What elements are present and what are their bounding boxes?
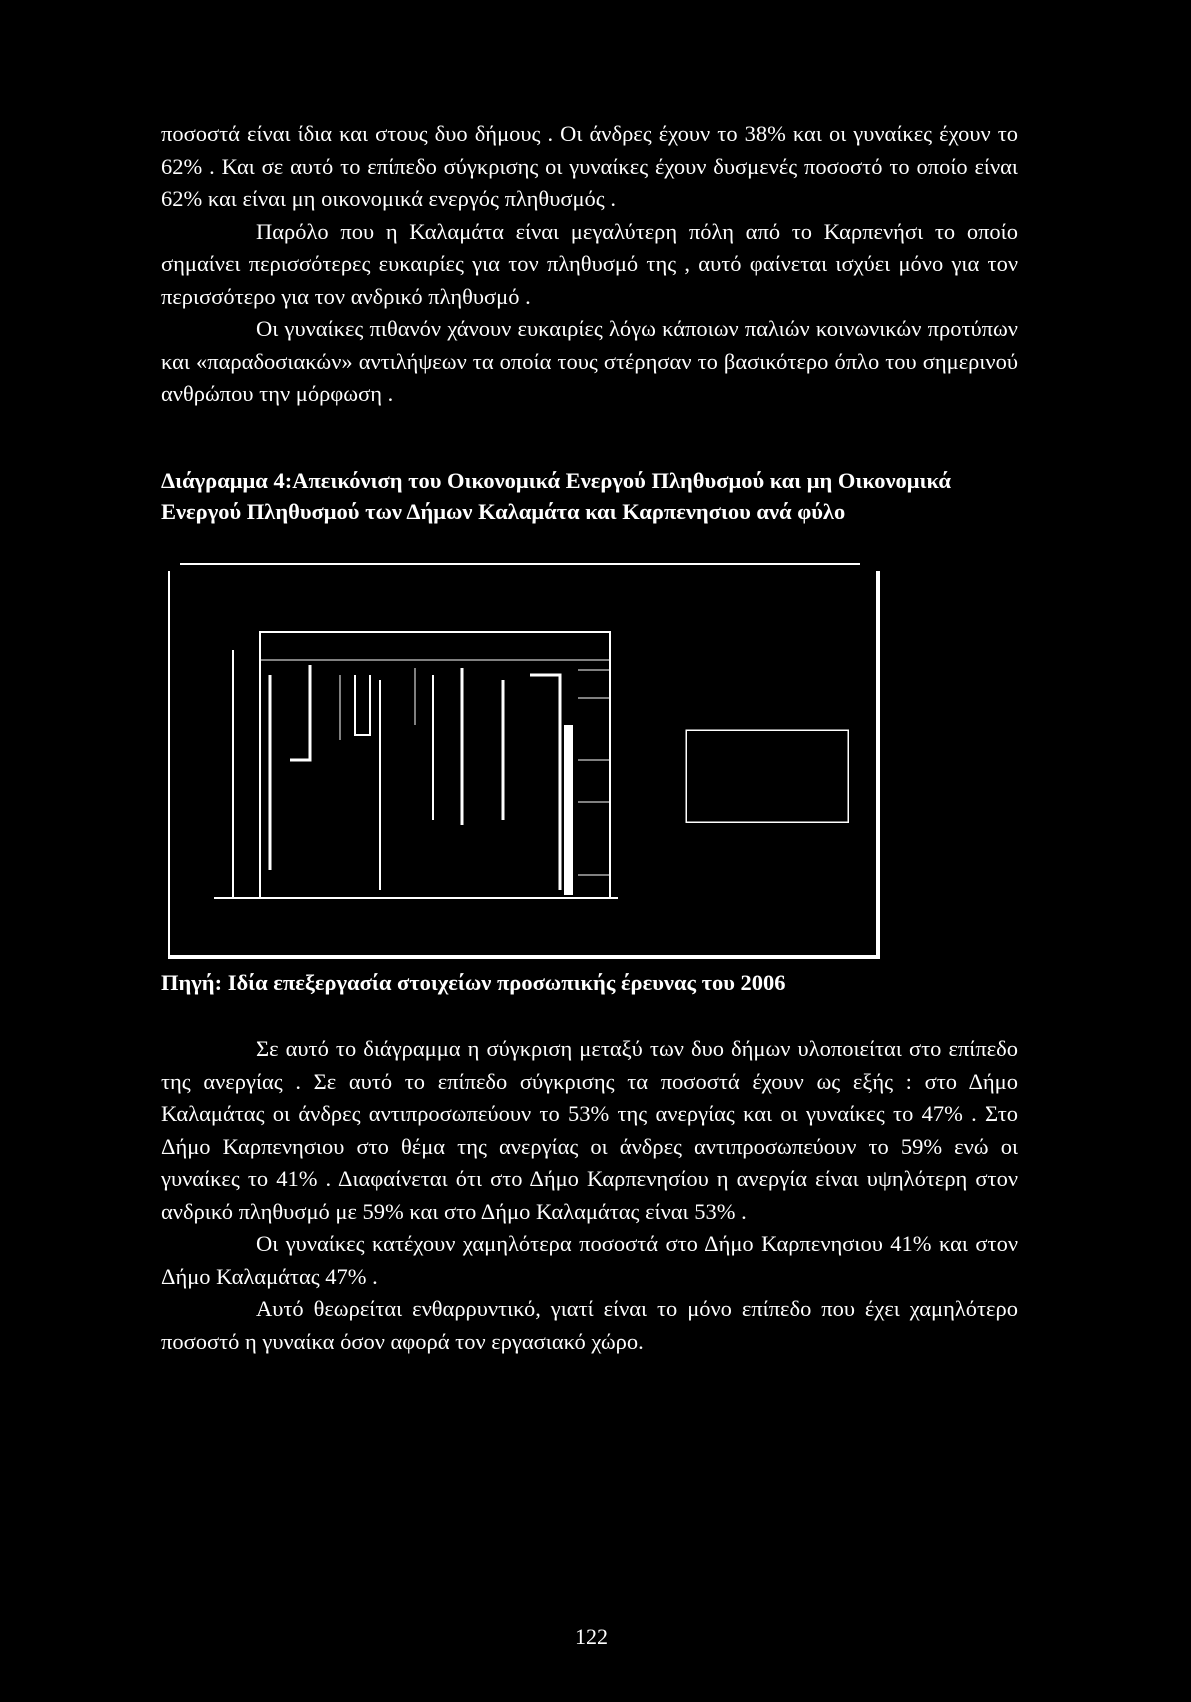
chart-bar [290,665,310,760]
chart-bar [530,675,560,890]
chart-bar [355,675,370,735]
figure-caption: Διάγραμμα 4:Απεικόνιση του Οικονομικά Ενεργού Πληθυσμού και μη Οικονομικά Ενεργού Πληθυσμού των Δήμων Καλαμάτα και Καρπενησιου ανά φύλο [161,468,951,524]
body-paragraph-1: Σε αυτό το διάγραμμα η σύγκριση μεταξύ των δυο δήμων υλοποιείται στο επίπεδο της ανεργίας . Σε αυτό το επίπεδο σύγκρισης τα ποσοστά έχουν ως εξής : στο Δήμο Καλαμάτας οι άνδρες αντιπροσωπεύουν το 53% της ανεργίας και οι γυναίκες το 47% . Στο Δήμο Καρπενησιου στο θέμα της ανεργίας οι άνδρες αντιπροσωπεύουν το 59% ενώ οι γυναίκες το 41% . Διαφαίνεται ότι στο Δήμο Καρπενησίου η ανεργία είναι υψηλότερη στον ανδρικό πληθυσμό με 59% και στο Δήμο Καλαμάτας είναι 53% . [161,1036,1018,1224]
body-paragraph-2: Οι γυναίκες κατέχουν χαμηλότερα ποσοστά στο Δήμο Καρπενησιου 41% και στον Δήμο Καλαμάτας 47% . [161,1231,1018,1289]
body-section [161,1033,1018,1358]
intro-paragraph-1: ποσοστά είναι ίδια και στους δυο δήμους . Οι άνδρες έχουν το 38% και οι γυναίκες έχουν το 62% . Και σε αυτό το επίπεδο σύγκρισης οι γυναίκες έχουν δυσμενές ποσοστό το οποίο είναι 62% και είναι μη οικονομικά ενεργός πληθυσμός . [161,121,1018,211]
chart-legend-box [686,730,848,822]
intro-section [161,118,1018,411]
chart-top-border [180,563,860,565]
page-number: 122 [575,1624,608,1649]
body-paragraph-3: Αυτό θεωρείται ενθαρρυντικό, γιατί είναι το μόνο επίπεδο που έχει χαμηλότερο ποσοστό η γυναίκα όσον αφορά τον εργασιακό χώρο. [161,1296,1018,1354]
figure-source: Πηγή: Ιδία επεξεργασία στοιχείων προσωπικής έρευνας του 2006 [161,970,786,995]
chart-graphic [200,620,880,910]
plot-area-outline [260,632,610,898]
chart-bar-filled [564,725,573,895]
intro-paragraph-2: Παρόλο που η Καλαμάτα είναι μεγαλύτερη πόλη από το Καρπενήσι το οποίο σημαίνει περισσότερες ευκαιρίες για τον πληθυσμό της , αυτό φαίνεται ισχύει μόνο για τον περισσότερο για τον ανδρικό πληθυσμό . [161,218,1018,309]
intro-paragraph-3: Οι γυναίκες πιθανόν χάνουν ευκαιρίες λόγω κάποιων παλιών κοινωνικών προτύπων και «παραδοσιακών» αντιλήψεων τα οποία τους στέρησαν το βασικότερο όπλο του σημερινού ανθρώπου την μόρφωση . [161,316,1018,406]
